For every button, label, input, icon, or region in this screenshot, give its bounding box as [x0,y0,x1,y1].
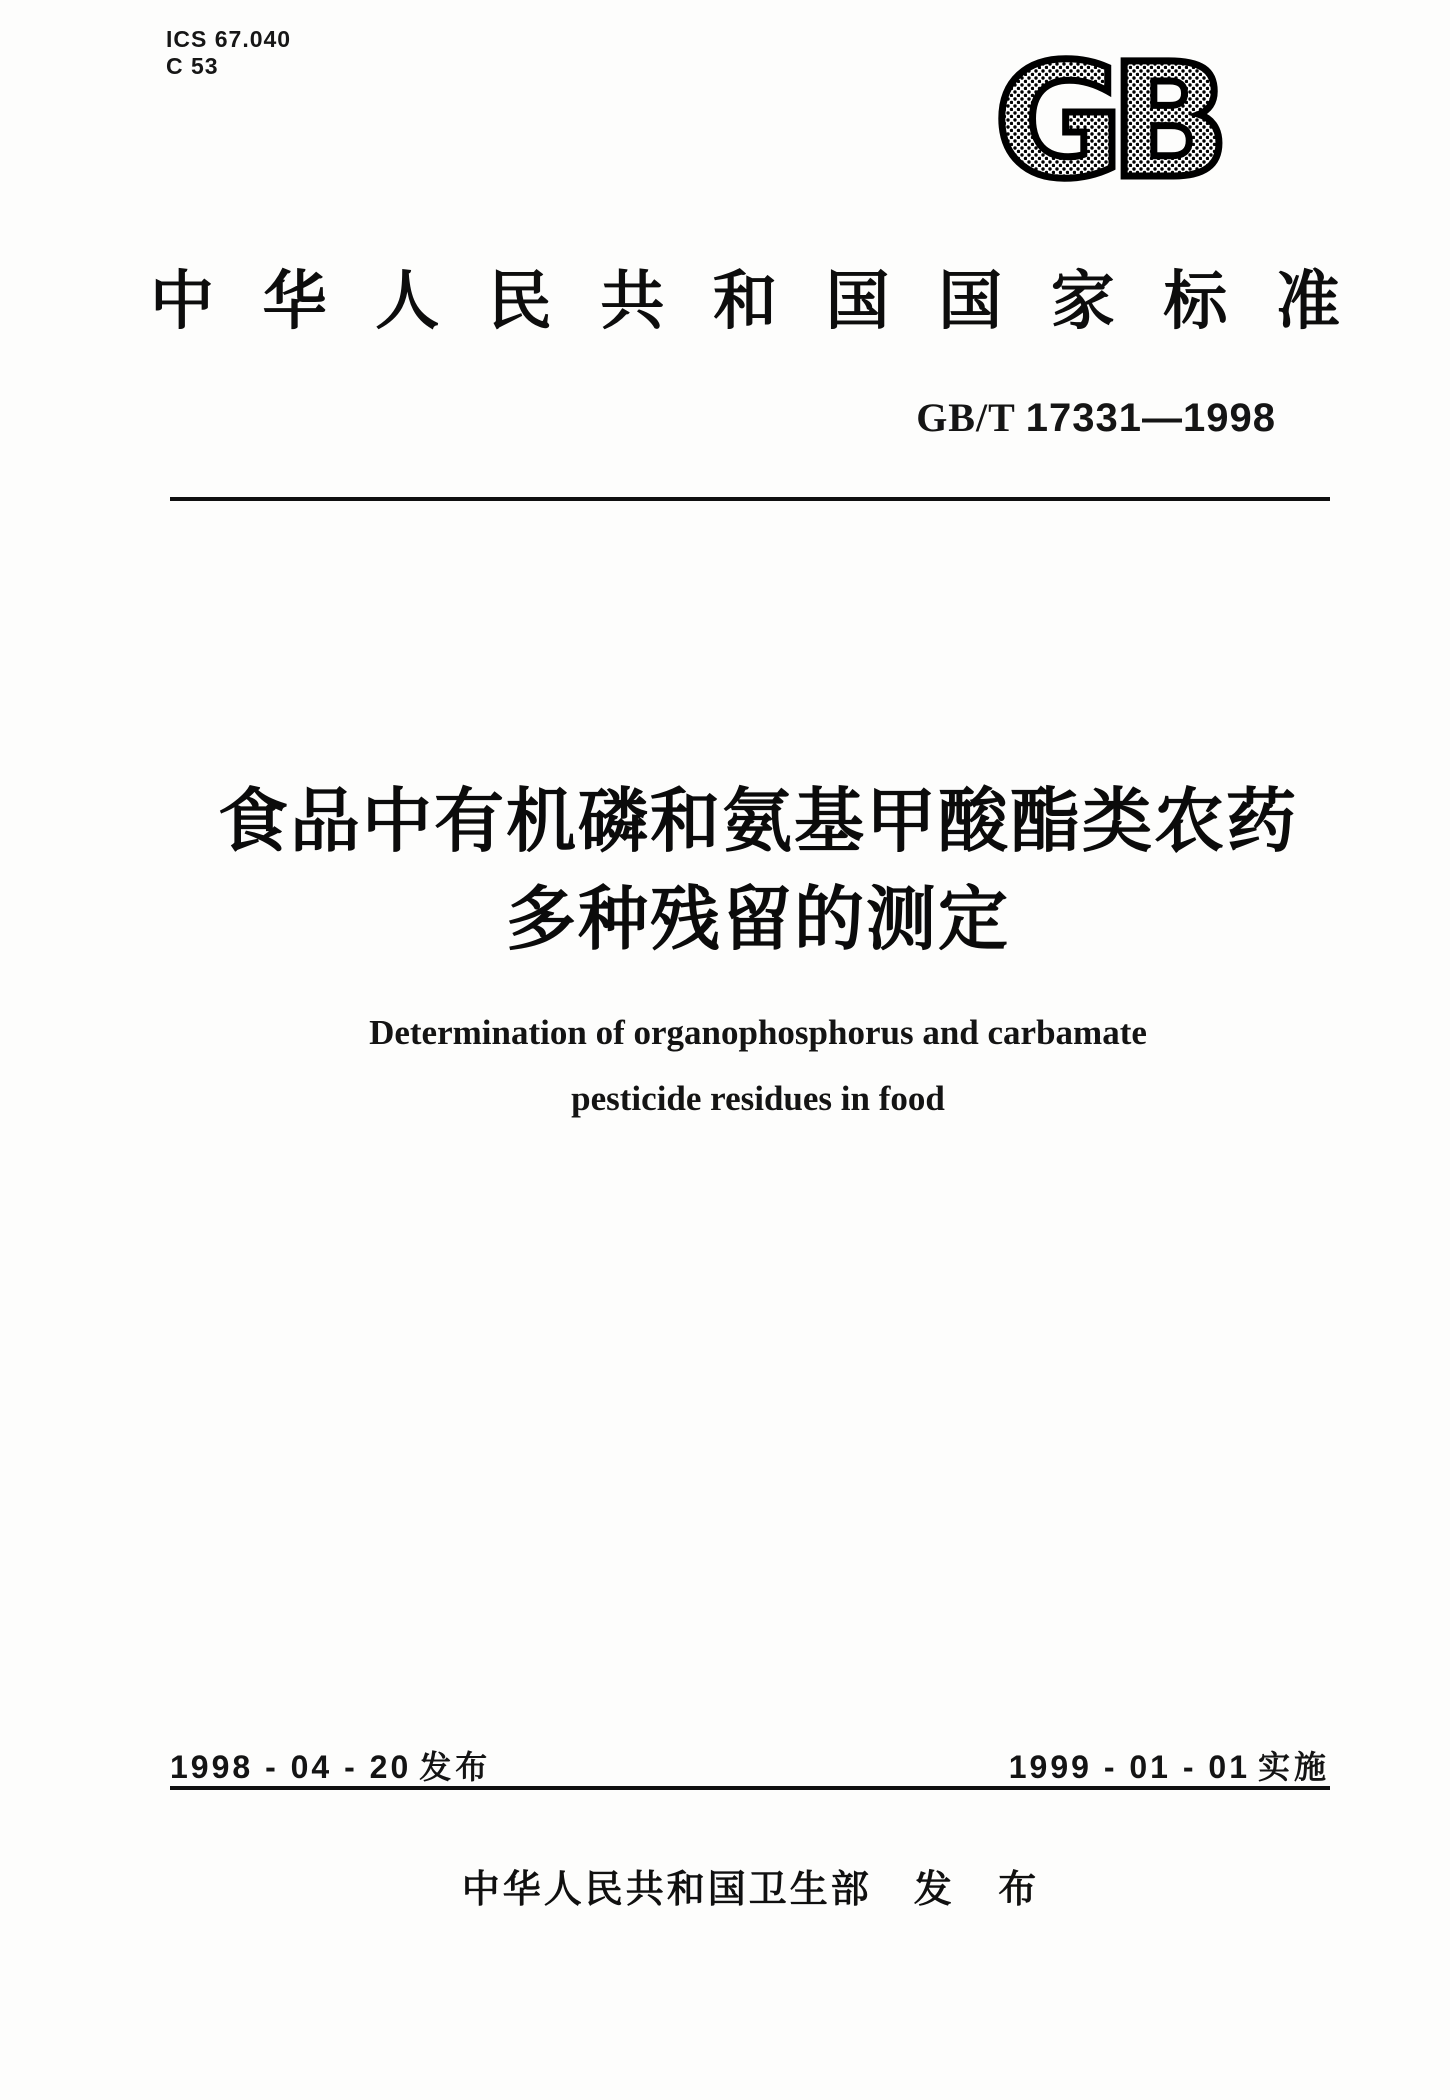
publisher-name: 中华人民共和国卫生部 [461,1869,872,1911]
standard-code-number: 17331—1998 [1025,396,1276,440]
gb-logo-icon [985,48,1225,208]
issue-date-group [170,1742,491,1788]
issue-date: 1998 - 04 - 20 [170,1749,412,1785]
gb-logo-text: GB [993,48,1217,208]
issue-label: 发布 [419,1749,492,1785]
publish-action: 发 布 [913,1869,1055,1911]
national-standard-banner: 中华人民共和国国家标准 [150,266,1340,337]
bottom-rule [170,1786,1330,1790]
title-zh-line2: 多种残留的测定 [506,880,1010,958]
implement-date: 1999 - 01 - 01 [1008,1749,1250,1785]
title-en-line1: Determination of organophosphorus and carbamate [369,1013,1147,1052]
standard-code [0,394,1276,441]
document-title-zh [66,772,1450,968]
title-zh-line1: 食品中有机磷和氨基甲酸酯类农药 [218,782,1298,860]
title-en-line2: pesticide residues in food [571,1079,945,1118]
classification-block [166,26,291,80]
implement-date-group [1009,1742,1330,1788]
top-rule [170,497,1330,501]
implement-label: 实施 [1257,1749,1330,1785]
standard-code-prefix: GB/T [916,395,1016,440]
dates-row [170,1742,1330,1788]
publisher-row [66,1858,1450,1913]
class-code: C 53 [166,53,219,79]
ics-code: ICS 67.040 [166,26,292,52]
document-title-en [66,1000,1450,1132]
